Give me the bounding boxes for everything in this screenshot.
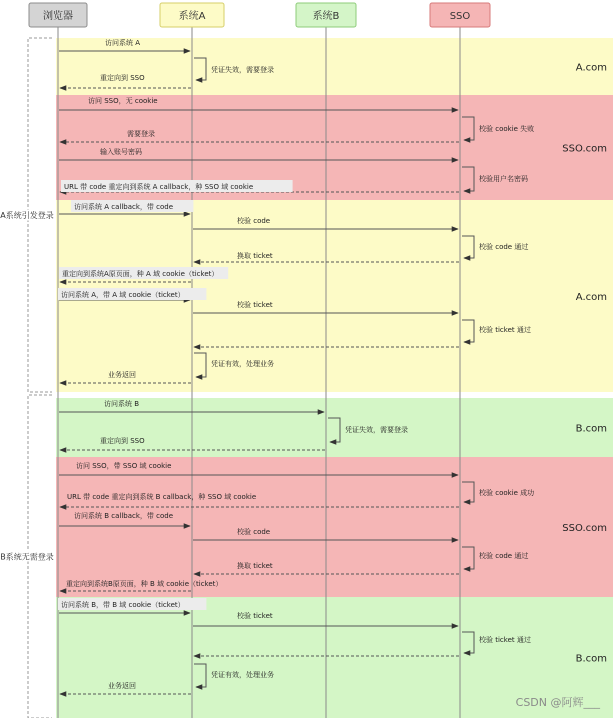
self-call-label: 凭证失效，需要登录 <box>211 66 274 74</box>
message-label: 重定向到 SSO <box>100 74 145 82</box>
message-label: 输入账号密码 <box>100 148 142 156</box>
self-call-label: 校验 code 通过 <box>479 243 529 251</box>
message-label: 访问 SSO，带 SSO 域 cookie <box>76 462 172 470</box>
message-label: 访问系统 A <box>105 39 141 47</box>
message-label: 换取 ticket <box>237 562 273 570</box>
message-label: 访问系统 B callback，带 code <box>74 512 174 520</box>
band-label: B.com <box>575 423 607 435</box>
band-4 <box>56 398 613 457</box>
message-label: 访问系统 B，带 B 域 cookie（ticket） <box>61 601 185 609</box>
message-label: 访问 SSO，无 cookie <box>88 97 158 105</box>
message-label: URL 带 code 重定向到系统 B callback，种 SSO 域 cookie <box>67 493 257 501</box>
band-label: A.com <box>575 292 607 303</box>
message-label: 校验 code <box>237 528 271 536</box>
self-call-label: 校验 code 通过 <box>479 552 529 560</box>
group-label: B系统无需登录 <box>0 552 54 562</box>
message-label: 校验 ticket <box>237 301 273 309</box>
self-call-label: 校验 ticket 通过 <box>479 326 531 334</box>
message-label: 访问系统 B <box>104 400 140 408</box>
self-call-label: 凭证失效，需要登录 <box>345 426 408 434</box>
participant-label: 系统B <box>312 11 340 22</box>
group-label: A系统引发登录 <box>0 211 54 220</box>
message-label: 业务返回 <box>108 371 136 379</box>
message-label: 换取 ticket <box>237 252 273 260</box>
self-call-label: 凭证有效，处理业务 <box>211 360 274 368</box>
self-call-label: 凭证有效，处理业务 <box>211 671 274 679</box>
message-label: 校验 code <box>237 217 271 225</box>
band-label: SSO.com <box>562 143 607 155</box>
band-label: A.com <box>575 62 607 74</box>
message-label: 访问系统 A，带 A 域 cookie（ticket） <box>61 291 185 299</box>
self-call-label: 校验 ticket 通过 <box>479 636 531 644</box>
message-label: 业务返回 <box>108 682 136 690</box>
message-label: 重定向到 SSO <box>100 437 145 445</box>
message-label: 重定向到系统B原页面，种 B 域 cookie（ticket） <box>66 580 223 588</box>
message-label: 校验 ticket <box>237 612 273 620</box>
message-label: 需要登录 <box>127 130 155 138</box>
band-label: B.com <box>575 653 607 665</box>
message-label: 访问系统 A callback，带 code <box>74 203 174 211</box>
band-label: SSO.com <box>562 523 607 534</box>
self-call-label: 校验用户名密码 <box>479 175 528 183</box>
participant-label: SSO <box>449 11 471 22</box>
participant-label: 系统A <box>178 11 206 22</box>
self-call-label: 校验 cookie 成功 <box>479 489 535 497</box>
band-5 <box>56 457 613 597</box>
participant-label: 浏览器 <box>43 11 73 22</box>
message-label: URL 带 code 重定向到系统 A callback，种 SSO 域 cookie <box>64 183 254 191</box>
self-call-label: 校验 cookie 失败 <box>479 125 535 133</box>
message-label: 重定向到系统A原页面，种 A 域 cookie（ticket） <box>62 270 219 278</box>
watermark: CSDN @阿辉___ <box>515 696 600 709</box>
